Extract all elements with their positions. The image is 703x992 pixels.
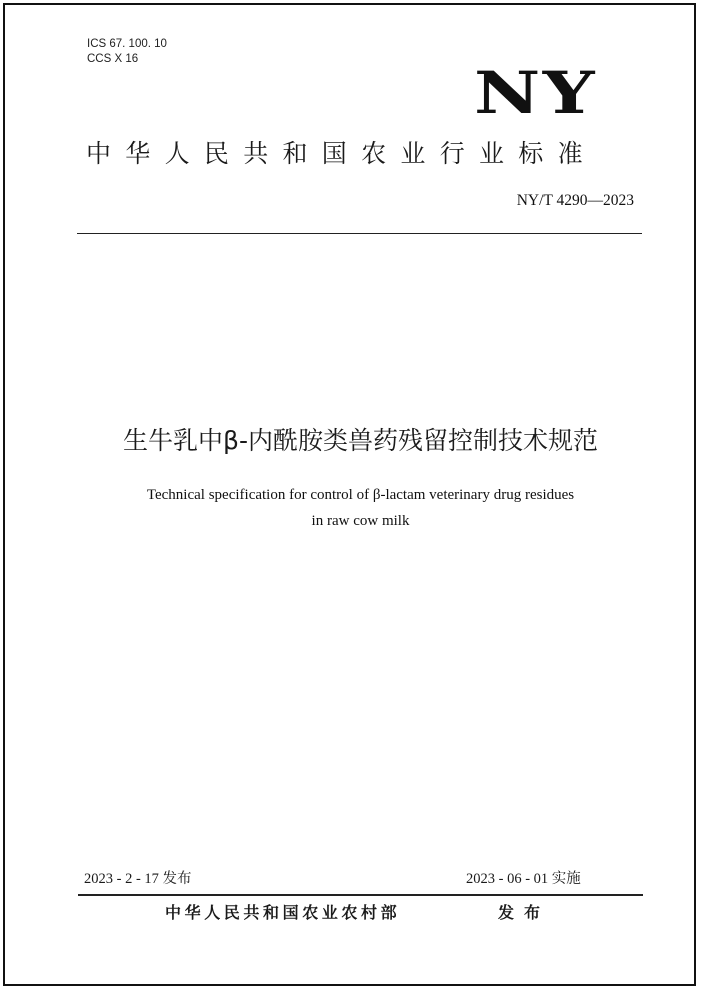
issuing-authority: 中华人民共和国农业农村部: [165, 903, 401, 922]
implementation-date: 2023 - 06 - 01 实施: [466, 871, 581, 887]
english-title-line-2: in raw cow milk: [311, 513, 410, 529]
footer-divider: [78, 894, 643, 896]
ny-logo: NY: [474, 59, 598, 127]
ccs-code: CCS X 16: [87, 53, 139, 65]
ics-code: ICS 67. 100. 10: [87, 38, 167, 50]
issued-label: 发布: [498, 903, 551, 922]
header-divider: [77, 233, 642, 234]
standard-number: NY/T 4290—2023: [516, 192, 634, 209]
english-title-line-1: Technical specification for control of β-lactam veterinary drug residues: [146, 487, 575, 503]
issue-date: 2023 - 2 - 17 发布: [84, 871, 192, 887]
standard-title: 中华人民共和国农业行业标准: [86, 139, 597, 168]
document-title-chinese: 生牛乳中β-内酰胺类兽药残留控制技术规范: [123, 426, 598, 455]
classification-codes: [87, 37, 167, 67]
document-title-english: [0, 482, 703, 534]
